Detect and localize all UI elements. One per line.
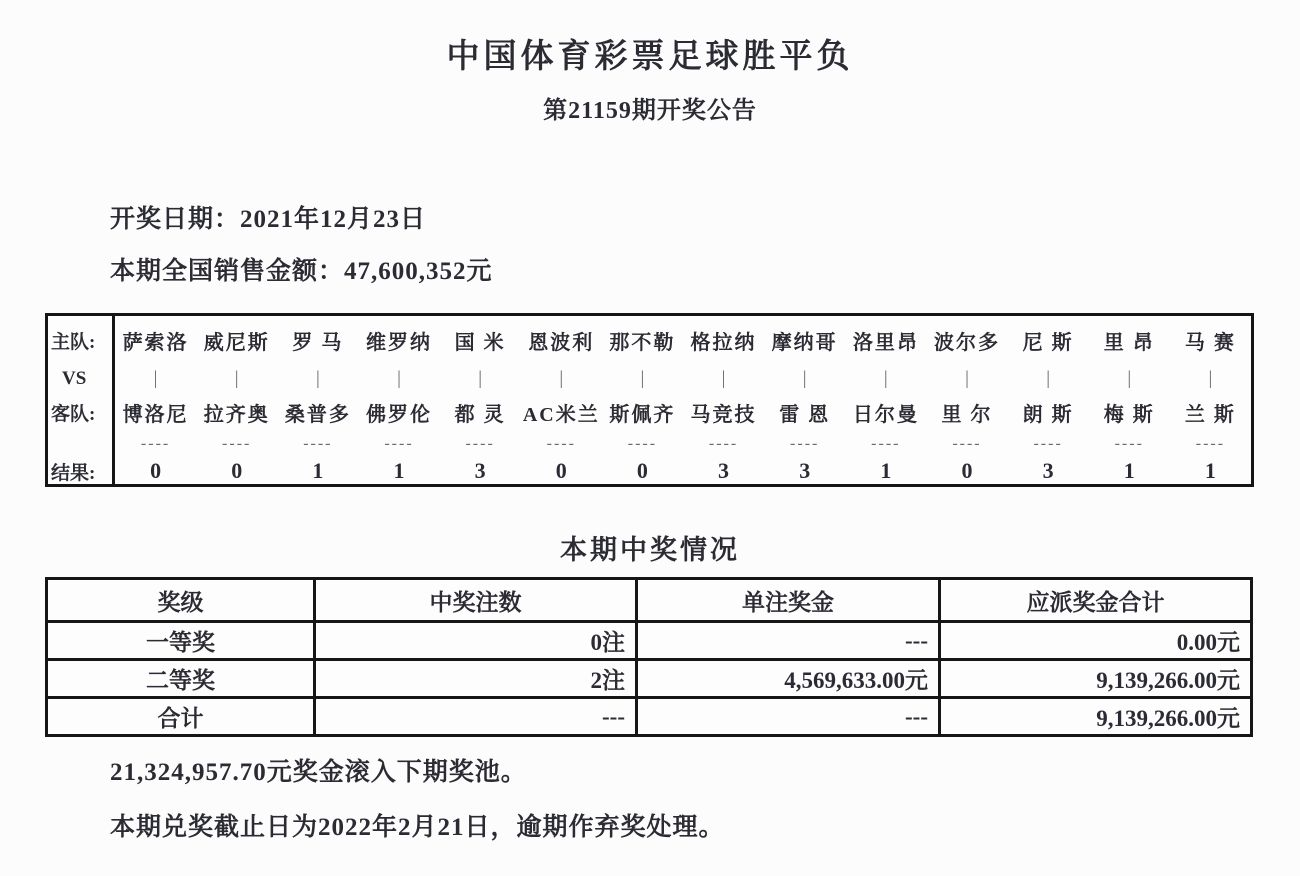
match-column-9 xyxy=(764,316,845,484)
home-team: 里 昂 xyxy=(1103,331,1155,354)
dash-separator: ---- xyxy=(1195,435,1226,452)
match-column-5 xyxy=(440,316,521,484)
away-team: 桑普多 xyxy=(284,403,351,426)
dash-separator: ---- xyxy=(384,435,414,452)
match-column-1 xyxy=(115,316,196,484)
vs-separator: | xyxy=(397,368,401,389)
dash-separator: ---- xyxy=(871,435,901,452)
match-column-11 xyxy=(926,316,1007,484)
vs-row-label: VS xyxy=(62,368,87,389)
home-team: 罗 马 xyxy=(292,331,344,354)
away-team: 里 尔 xyxy=(941,403,993,426)
prize-table-header-row xyxy=(47,579,1252,622)
match-result: 1 xyxy=(880,458,892,483)
prize-section-title: 本期中奖情况 xyxy=(560,535,740,565)
match-column-14 xyxy=(1170,316,1251,484)
home-team: 恩波利 xyxy=(528,331,595,354)
match-result: 1 xyxy=(393,458,405,483)
match-result: 0 xyxy=(555,458,567,483)
single-bet-prize: --- xyxy=(637,698,940,736)
winning-bets-count: 0注 xyxy=(315,622,637,660)
home-team: 那不勒 xyxy=(609,331,676,354)
vs-separator: | xyxy=(965,368,969,389)
home-team: 格拉纳 xyxy=(690,331,757,354)
prize-table xyxy=(45,577,1253,737)
home-team: 萨索洛 xyxy=(122,331,189,354)
home-team: 洛里昂 xyxy=(852,331,919,354)
draw-date-line xyxy=(110,199,426,235)
total-prize-payout: 9,139,266.00元 xyxy=(940,698,1252,736)
prize-table-row xyxy=(47,698,1252,736)
dash-separator: ---- xyxy=(140,435,171,452)
match-result: 1 xyxy=(312,458,324,483)
vs-separator: | xyxy=(559,368,564,389)
match-result: 1 xyxy=(1204,458,1216,483)
prize-level: 合计 xyxy=(47,698,315,736)
match-column-7 xyxy=(602,316,683,484)
dash-separator: ---- xyxy=(1033,435,1063,452)
vs-separator: | xyxy=(315,368,320,389)
vs-separator: | xyxy=(721,368,726,389)
dash-separator: ---- xyxy=(303,435,333,452)
match-result: 3 xyxy=(474,458,486,483)
vs-separator: | xyxy=(1046,368,1051,389)
away-row-label: 客队: xyxy=(51,403,96,425)
prize-level: 二等奖 xyxy=(47,660,315,698)
home-team: 国 米 xyxy=(454,331,506,354)
match-result: 3 xyxy=(718,458,730,483)
page-title: 中国体育彩票足球胜平负 xyxy=(446,39,854,75)
redeem-deadline-note: 本期兑奖截止日为2022年2月21日，逾期作弃奖处理。 xyxy=(110,814,725,841)
match-column-6 xyxy=(521,316,602,484)
away-team: 梅 斯 xyxy=(1103,403,1155,426)
dash-separator: ---- xyxy=(546,435,576,452)
page-subtitle: 第21159期开奖公告 xyxy=(543,98,757,124)
prize-level: 一等奖 xyxy=(47,622,315,660)
vs-separator: | xyxy=(478,368,483,389)
match-column-8 xyxy=(683,316,764,484)
total-prize-payout: 9,139,266.00元 xyxy=(940,660,1252,698)
match-column-12 xyxy=(1008,316,1089,484)
sales-amount-label: 本期全国销售金额： xyxy=(110,258,345,285)
winning-bets-count: 2注 xyxy=(315,660,637,698)
away-team: 雷 恩 xyxy=(779,403,831,426)
match-result: 1 xyxy=(1123,458,1135,483)
match-table-row-labels xyxy=(48,316,115,484)
away-team: 拉齐奥 xyxy=(203,403,270,426)
dash-separator: ---- xyxy=(952,435,982,452)
single-bet-prize: 4,569,633.00元 xyxy=(637,660,940,698)
dash-separator: ---- xyxy=(627,435,658,452)
match-columns xyxy=(115,316,1251,484)
rollover-note: 21,324,957.70元奖金滚入下期奖池。 xyxy=(110,759,527,786)
match-result: 0 xyxy=(961,458,973,483)
home-team: 摩纳哥 xyxy=(771,331,838,354)
match-column-2 xyxy=(196,316,277,484)
match-column-10 xyxy=(845,316,926,484)
match-result: 0 xyxy=(150,458,162,483)
vs-separator: | xyxy=(153,368,158,389)
away-team: 佛罗伦 xyxy=(365,403,432,426)
draw-date-value: 2021年12月23日 xyxy=(240,206,427,233)
winning-bets-count: --- xyxy=(315,698,637,736)
home-row-label: 主队: xyxy=(51,331,96,353)
away-team: 马竞技 xyxy=(690,403,757,426)
home-team: 马 赛 xyxy=(1184,331,1236,354)
dash-separator: ---- xyxy=(708,435,739,452)
prize-column-header: 应派奖金合计 xyxy=(940,579,1252,622)
away-team: 兰 斯 xyxy=(1184,403,1236,426)
match-result: 0 xyxy=(636,458,648,483)
dash-row-spacer xyxy=(48,430,112,458)
sales-amount-line xyxy=(110,251,493,287)
away-team: 日尔曼 xyxy=(852,403,919,426)
away-team: 都 灵 xyxy=(454,403,506,426)
match-result: 3 xyxy=(799,458,811,483)
home-team: 波尔多 xyxy=(933,331,1000,354)
match-column-3 xyxy=(277,316,358,484)
vs-separator: | xyxy=(802,368,807,389)
vs-separator: | xyxy=(883,368,888,389)
single-bet-prize: --- xyxy=(637,622,940,660)
prize-column-header: 奖级 xyxy=(47,579,315,622)
prize-column-header: 中奖注数 xyxy=(315,579,637,622)
away-team: 博洛尼 xyxy=(122,403,189,426)
total-prize-payout: 0.00元 xyxy=(940,622,1252,660)
match-results-table xyxy=(45,313,1254,487)
away-team: AC米兰 xyxy=(522,403,600,426)
prize-column-header: 单注奖金 xyxy=(637,579,940,622)
dash-separator: ---- xyxy=(222,435,252,452)
sales-amount-value: 47,600,352元 xyxy=(344,258,493,285)
vs-separator: | xyxy=(1127,368,1132,389)
home-team: 尼 斯 xyxy=(1022,331,1074,354)
dash-separator: ---- xyxy=(790,435,820,452)
dash-separator: ---- xyxy=(1114,435,1144,452)
away-team: 朗 斯 xyxy=(1022,403,1074,426)
vs-separator: | xyxy=(234,368,239,389)
draw-date-label: 开奖日期： xyxy=(110,206,241,233)
home-team: 维罗纳 xyxy=(365,331,432,354)
result-row-label: 结果: xyxy=(51,462,96,484)
prize-table-row xyxy=(47,622,1252,660)
away-team: 斯佩齐 xyxy=(609,403,676,426)
vs-separator: | xyxy=(1208,368,1213,389)
match-column-4 xyxy=(358,316,439,484)
match-column-13 xyxy=(1089,316,1170,484)
vs-separator: | xyxy=(640,368,645,389)
match-result: 0 xyxy=(231,458,243,483)
home-team: 威尼斯 xyxy=(203,331,270,354)
dash-separator: ---- xyxy=(465,435,495,452)
match-result: 3 xyxy=(1042,458,1054,483)
prize-table-row xyxy=(47,660,1252,698)
